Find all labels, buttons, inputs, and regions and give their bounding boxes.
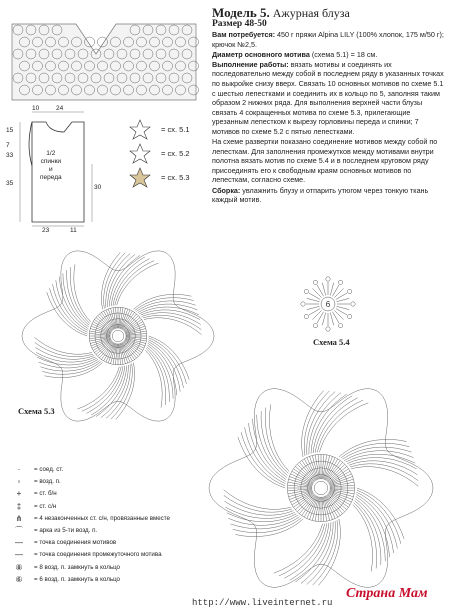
instructions	[212, 30, 444, 205]
crochet-chart-5-3	[12, 238, 228, 434]
legend-text: = 6 возд. п. замкнуть в кольцо	[34, 575, 120, 583]
motif-ref-1: = сх. 5.1	[161, 125, 190, 134]
legend-symbol: ◦	[17, 477, 21, 487]
model-title: Ажурная блуза	[272, 6, 350, 20]
watermark: Страна Мам	[346, 586, 428, 601]
section-diameter: Диаметр основного мотива (схема 5.1) = 18 см.	[212, 49, 378, 59]
section-materials: Вам потребуется: 450 г пряжи Alpina LILY (100% хлопок, 175 м/50 г); крючок №2,5.	[212, 30, 444, 49]
legend-symbol: ⌒	[15, 525, 23, 535]
motif-ref-2: = сх. 5.2	[161, 149, 190, 158]
legend-text: = возд. п.	[34, 478, 61, 486]
legend-item	[4, 476, 214, 488]
legend-item	[4, 488, 214, 500]
legend-item	[4, 549, 214, 561]
section-work: Выполнение работы: вязать мотивы и соединять их последовательно между собой в последнем ряду в указанных точках по выкройке снизу вверх. Связать 10 основных мотивов по схеме 5.1 с шестью лепестками и соединить их в кольцо по 5, заполняя таким образом 2 нижних ряда. Для выполнения верхней части блузы связать 4 сокращенных мотива по схеме 5.3, прилегающие урезанным лепестком к вырезу горловины переда и спинки; 7 мотивов по схеме 5.2 с пятью лепестками.	[212, 59, 444, 136]
model-number: Модель 5.	[212, 5, 270, 20]
motif-ref-3: = сх. 5.3	[161, 173, 190, 182]
motif-symbols	[120, 118, 160, 188]
dim-24: 24	[56, 105, 64, 112]
legend-item	[4, 464, 214, 476]
crochet-chart-5-4	[298, 274, 358, 334]
legend-symbol: —	[15, 550, 23, 560]
center-ring-label: 6	[325, 300, 331, 309]
legend-item	[4, 513, 214, 525]
legend-symbol: —	[15, 538, 23, 548]
legend-text: = арка из 5-ти возд. п.	[34, 526, 98, 534]
dim-11: 11	[70, 227, 77, 234]
section-layout: На схеме развертки показано соединение мотивов между собой по лепесткам. Для заполнения промежутков между мотивами внутри полотна вязать мотив по схеме 5.4 и в последнем круговом ряду присоединять его к свободным краям основных мотивов по лепесткам, согласно схеме.	[212, 137, 438, 185]
legend-text: = точка соединения промежуточного мотива	[34, 551, 162, 559]
dim-10: 10	[32, 105, 40, 112]
legend-text: = ст. б/н	[34, 490, 57, 498]
dim-30: 30	[94, 184, 102, 191]
dim-15: 15	[6, 127, 14, 134]
crochet-chart-5-1	[205, 372, 437, 604]
legend-item	[4, 525, 214, 537]
legend-text: = соед. ст.	[34, 466, 64, 473]
size-line: Размер 48-50	[212, 19, 267, 29]
legend-item	[4, 501, 214, 513]
legend-text: = 4 незаконченных ст. с/н, провязанные вместе	[34, 514, 170, 522]
dim-23: 23	[42, 227, 50, 234]
legend	[4, 464, 214, 586]
legend-text: = точка соединения мотивов	[34, 539, 117, 547]
legend-text: = 8 возд. п. замкнуть в кольцо	[34, 563, 120, 571]
section-assembly: Сборка: увлажнить блузу и отпарить утюгом через тонкую ткань каждый мотив.	[212, 185, 429, 205]
dim-33: 33	[6, 152, 14, 159]
legend-symbol: +	[16, 489, 22, 499]
legend-item	[4, 562, 214, 574]
schema-5-4-label: Схема 5.4	[313, 337, 350, 347]
legend-symbol: ‡	[16, 501, 22, 511]
dim-7: 7	[6, 142, 10, 149]
source-url: http://www.liveinternet.ru	[192, 598, 333, 608]
dim-35: 35	[6, 180, 14, 187]
legend-symbol: ⋔	[15, 513, 23, 523]
legend-text: = ст. с/н	[34, 502, 57, 510]
legend-symbol: ⑧	[15, 562, 23, 572]
schema-5-3-label: Схема 5.3	[18, 406, 55, 416]
pattern-label: 1/2 спинки и переда	[40, 150, 62, 181]
legend-item	[4, 537, 214, 549]
legend-item	[4, 574, 214, 586]
legend-symbol: ·	[17, 465, 21, 474]
motif-layout-diagram	[6, 4, 206, 102]
legend-symbol: ⑥	[15, 574, 23, 584]
